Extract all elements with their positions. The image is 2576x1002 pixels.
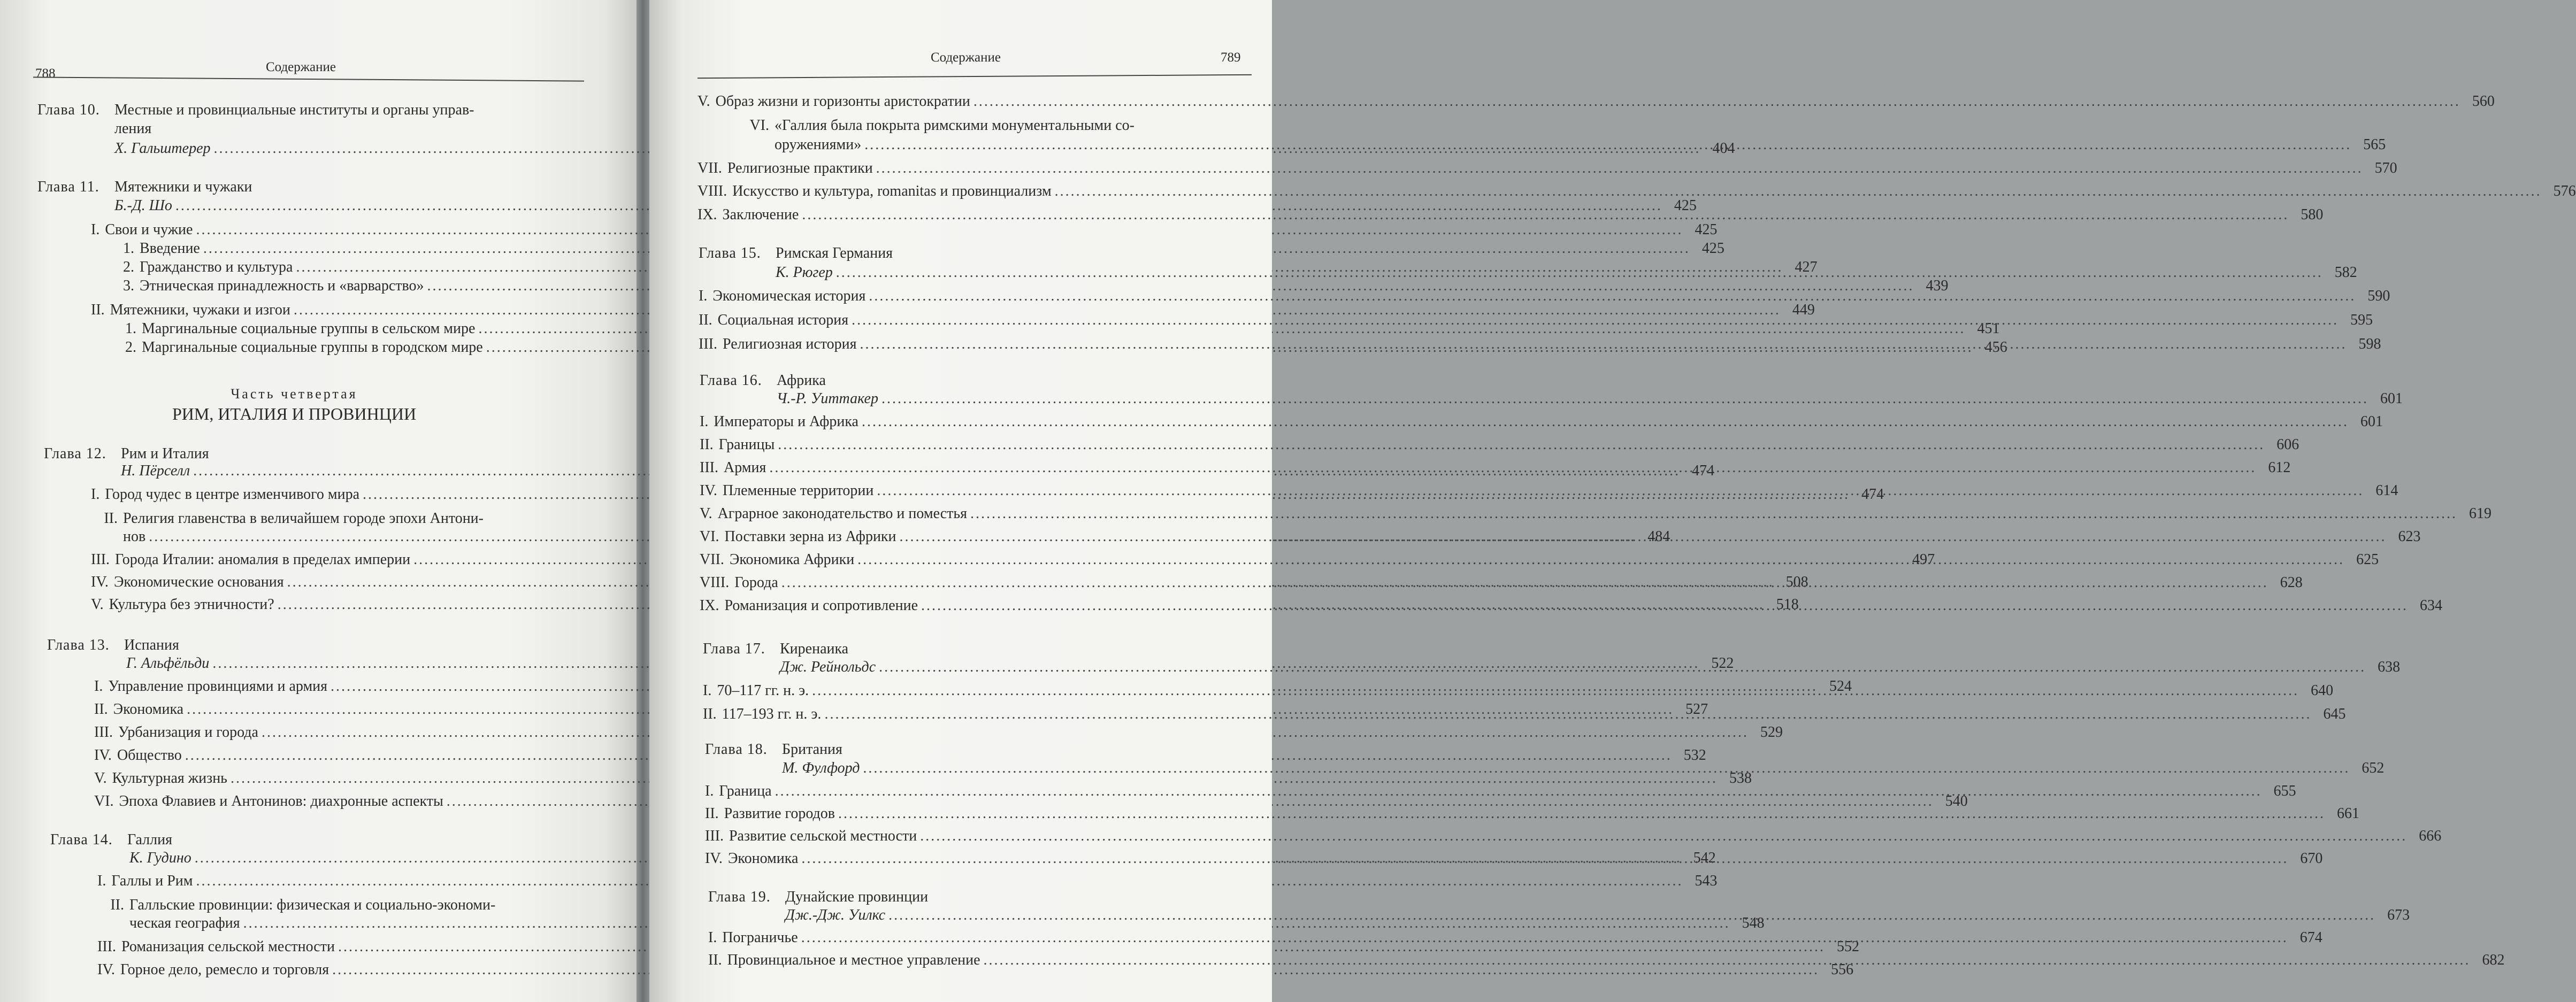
item-number: I. <box>705 783 714 799</box>
chapter-title: Киренаика <box>780 641 849 657</box>
item-number: I. <box>91 221 100 238</box>
page-ref: 540 <box>1945 793 1968 810</box>
item-title: Развитие городов <box>724 805 835 822</box>
page-ref: 518 <box>1776 596 1799 613</box>
item-number: I. <box>703 682 712 699</box>
subitem-number: 1. <box>125 320 136 337</box>
leader-dots <box>970 504 2457 523</box>
item-title: Граница <box>719 783 772 799</box>
toc-item[interactable] <box>697 116 1252 135</box>
item-number: I. <box>91 486 100 503</box>
subitem-title: Гражданство и культура <box>140 259 293 275</box>
subitem-number: 3. <box>123 278 134 294</box>
leader-dots <box>881 389 2368 408</box>
chapter-label: Глава 19. <box>708 889 771 905</box>
item-number: IV. <box>700 482 717 499</box>
item-title: Романизация и сопротивление <box>724 597 918 614</box>
item-number: III. <box>700 459 718 476</box>
leader-dots <box>838 804 2325 823</box>
item-title-line2: оружениями» <box>775 136 862 153</box>
page-ref: 474 <box>1692 463 1715 479</box>
subitem-title: Маргинальные социальные группы в городском мире <box>142 339 483 356</box>
page-ref: 570 <box>2374 160 2397 176</box>
page-ref: 628 <box>2280 574 2303 591</box>
page-ref: 449 <box>1792 302 1815 318</box>
page-ref: 542 <box>1693 850 1716 866</box>
chapter-label: Глава 13. <box>47 637 110 653</box>
page-ref: 524 <box>1829 678 1852 695</box>
item-title: Заключение <box>722 206 799 223</box>
item-title: Эпоха Флавиев и Антонинов: диахронные аспекты <box>119 793 443 810</box>
item-title: Культура без этничности? <box>109 596 274 613</box>
item-number: IV. <box>705 850 723 867</box>
page-ref: 652 <box>2362 760 2385 776</box>
chapter-title: Африка <box>777 372 826 389</box>
leader-dots <box>775 782 2262 800</box>
toc-item[interactable] <box>94 723 1783 742</box>
page-ref: 634 <box>2420 597 2443 614</box>
item-number: VIII. <box>700 574 730 591</box>
page-ref: 601 <box>2380 390 2403 407</box>
leader-dots <box>778 435 2265 454</box>
item-number: IV. <box>94 747 112 764</box>
toc-item[interactable] <box>700 435 2299 454</box>
page-ref: 625 <box>2356 551 2379 568</box>
item-number: III. <box>94 724 113 741</box>
leader-dots <box>984 951 2471 969</box>
toc-item[interactable] <box>708 951 2505 969</box>
item-number: III. <box>705 828 724 844</box>
item-title: Социальная история <box>717 312 849 328</box>
page-ref: 619 <box>2469 505 2491 522</box>
toc-subitem[interactable] <box>123 276 1949 295</box>
item-number: II. <box>94 701 108 718</box>
toc-item[interactable] <box>705 827 2442 845</box>
chapter-title: Мятежники и чужаки <box>114 179 252 195</box>
page-ref: 532 <box>1683 747 1706 764</box>
page-ref: 606 <box>2276 436 2299 453</box>
subitem-number: 1. <box>123 240 134 257</box>
leader-dots <box>781 573 2268 592</box>
author: Б.-Д. Шо <box>114 197 172 214</box>
page-ref: 508 <box>1785 574 1808 590</box>
page-ref: 590 <box>2367 288 2390 304</box>
author: К. Рюгер <box>776 264 833 281</box>
leader-dots <box>900 527 2387 546</box>
toc-author-row[interactable] <box>782 759 2385 777</box>
item-number: IX. <box>697 206 717 223</box>
header-rule <box>697 74 1252 79</box>
chapter-label: Глава 16. <box>700 372 762 389</box>
author: Дж.-Дж. Уилкс <box>785 907 886 923</box>
page-ref: 425 <box>1695 221 1718 238</box>
leader-dots <box>802 205 2289 224</box>
item-number: I. <box>708 929 717 946</box>
page-ref: 674 <box>2299 929 2322 946</box>
item-number: IX. <box>700 597 719 614</box>
author: Н. Пёрселл <box>121 463 190 479</box>
item-number: III. <box>91 551 110 568</box>
toc-item[interactable] <box>97 872 1718 890</box>
item-title: Город чудес в центре изменчивого мира <box>105 486 360 503</box>
item-title: Развитие сельской местности <box>729 828 917 844</box>
toc-item[interactable] <box>699 287 2390 305</box>
item-number: I. <box>97 873 106 889</box>
item-title: «Галлия была покрыта римскими монументальными со- <box>775 117 1134 134</box>
item-title: Города <box>734 574 778 591</box>
item-title: Романизация сельской местности <box>121 938 335 955</box>
item-number: VII. <box>697 160 722 176</box>
page-ref: 529 <box>1760 724 1783 741</box>
author: Г. Альфёльди <box>126 655 210 672</box>
item-number: III. <box>699 336 717 352</box>
item-title: Экономические основания <box>113 574 284 590</box>
leader-dots <box>869 287 2356 305</box>
item-title: Урбанизация и города <box>118 724 258 741</box>
item-title: Племенные территории <box>722 482 874 499</box>
page-ref: 538 <box>1729 770 1752 787</box>
toc-item[interactable] <box>697 159 2397 178</box>
item-number: III. <box>97 938 116 955</box>
leader-dots <box>812 681 2299 700</box>
page-ref: 451 <box>1977 320 2000 337</box>
item-number: II. <box>705 805 719 822</box>
item-title: Религиозная история <box>722 336 857 352</box>
author: К. Гудино <box>129 850 191 866</box>
item-title-line2: ческая география <box>129 915 240 931</box>
item-title: Границы <box>718 436 775 453</box>
page-ref: 404 <box>1712 140 1735 157</box>
item-title: Поставки зерна из Африки <box>724 528 896 545</box>
chapter-title: Римская Германия <box>776 245 893 261</box>
toc-author-row[interactable] <box>777 389 2403 408</box>
item-title: Аграрное законодательство и поместья <box>717 505 967 522</box>
subitem-title: Маргинальные социальные группы в сельском мире <box>142 320 476 337</box>
item-number: II. <box>708 952 722 968</box>
item-title: Экономическая история <box>712 288 866 304</box>
leader-dots <box>836 263 2323 282</box>
page-ref: 456 <box>1984 339 2007 356</box>
page-ref: 673 <box>2387 907 2410 923</box>
part-title: РИМ, ИТАЛИЯ И ПРОВИНЦИИ <box>172 404 417 423</box>
item-number: IV. <box>97 961 115 978</box>
item-title: Свои и чужие <box>105 221 193 238</box>
page-ref: 640 <box>2311 682 2334 699</box>
page-ref: 543 <box>1695 873 1718 889</box>
item-number: I. <box>94 678 103 695</box>
page-ref: 612 <box>2268 459 2291 476</box>
toc-item[interactable] <box>94 792 1968 811</box>
item-title: Культурная жизнь <box>112 770 227 787</box>
page-ref: 484 <box>1647 528 1670 545</box>
toc-item[interactable] <box>697 182 2576 201</box>
author: Ч.-Р. Уиттакер <box>777 390 878 407</box>
author: Х. Гальштерер <box>114 140 211 157</box>
item-title: Горное дело, ремесло и торговля <box>120 961 329 978</box>
item-title: Управление провинциями и армия <box>108 678 328 695</box>
item-number: VI. <box>700 528 719 545</box>
item-title: Экономика <box>727 850 799 867</box>
item-title: 70–117 гг. н. э. <box>717 682 809 699</box>
item-title: Экономика Африки <box>729 551 855 568</box>
subitem-title: Этническая принадлежность и «варварство» <box>140 278 424 294</box>
item-title: Галлы и Рим <box>111 873 193 889</box>
page-ref: 582 <box>2334 264 2357 281</box>
item-title: Армия <box>723 459 766 476</box>
chapter-label: Глава 17. <box>703 641 765 657</box>
leader-dots <box>769 458 2256 477</box>
item-title: Города Италии: аномалия в пределах империи <box>114 551 411 568</box>
item-title-line2: нов <box>123 528 146 545</box>
item-number: VII. <box>700 551 724 568</box>
toc-item[interactable] <box>91 300 1815 319</box>
item-number: V. <box>94 770 107 787</box>
leader-dots <box>824 705 2311 723</box>
part-label: Часть четвертая <box>231 386 358 402</box>
page-ref: 439 <box>1926 278 1949 294</box>
item-number: IV. <box>91 574 109 590</box>
page-number: 788 <box>35 66 56 81</box>
chapter-label: Глава 10. <box>37 102 100 118</box>
chapter-title: Британия <box>782 741 842 758</box>
page-ref: 576 <box>2553 183 2576 199</box>
page-ref: 661 <box>2337 805 2360 822</box>
subitem-number: 2. <box>125 339 136 356</box>
item-title: Религия главенства в величайшем городе эпохи Антони- <box>123 510 484 527</box>
item-title: 117–193 гг. н. э. <box>722 706 822 722</box>
page-ref: 595 <box>2350 312 2373 328</box>
page-ref: 565 <box>2363 136 2386 153</box>
item-title: Пограничье <box>722 929 798 946</box>
leader-dots <box>888 906 2375 924</box>
leader-dots <box>852 311 2339 329</box>
page-ref: 427 <box>1795 259 1818 275</box>
leader-dots <box>921 596 2408 615</box>
toc-item[interactable] <box>700 504 2491 523</box>
item-number: VI. <box>94 793 114 810</box>
item-number: II. <box>104 510 118 527</box>
page-ref: 682 <box>2482 952 2505 968</box>
page-ref: 580 <box>2301 206 2324 223</box>
leader-dots <box>920 827 2407 845</box>
page-ref: 601 <box>2360 413 2383 430</box>
item-number: II. <box>91 302 105 318</box>
leader-dots <box>801 928 2288 947</box>
author: М. Фулфорд <box>782 760 860 776</box>
subitem-number: 2. <box>123 259 134 275</box>
leader-dots <box>876 159 2363 178</box>
item-title: Искусство и культура, romanitas и провинциализм <box>732 183 1052 199</box>
page-ref: 497 <box>1912 551 1935 568</box>
item-title: Экономика <box>113 701 184 718</box>
item-title: Мятежники, чужаки и изгои <box>110 302 290 318</box>
leader-dots <box>1055 182 2542 201</box>
page-ref: 474 <box>1861 486 1884 503</box>
page-number: 789 <box>1221 50 1241 65</box>
running-head: Содержание <box>266 60 336 74</box>
chapter-label: Глава 18. <box>705 741 768 758</box>
chapter-title: Рим и Италия <box>121 445 209 462</box>
item-title: Императоры и Африка <box>714 413 858 430</box>
leader-dots <box>860 335 2347 353</box>
running-head: Содержание <box>931 50 1001 65</box>
page-ref: 645 <box>2323 706 2346 722</box>
item-number: II. <box>699 312 712 328</box>
page-ref: 666 <box>2419 828 2442 844</box>
item-title: Провинциальное и местное управление <box>727 952 980 968</box>
leader-dots <box>864 135 2351 154</box>
chapter-label: Глава 14. <box>50 831 113 848</box>
page-ref: 614 <box>2375 482 2398 499</box>
toc-item[interactable] <box>697 92 2495 111</box>
leader-dots <box>857 550 2344 569</box>
chapter-title: Дунайские провинции <box>785 889 929 905</box>
author: Дж. Рейнольдс <box>780 659 876 675</box>
toc-item[interactable] <box>94 769 1752 788</box>
item-number: II. <box>700 436 714 453</box>
item-title: Религиозные практики <box>727 160 873 176</box>
item-number: II. <box>703 706 717 722</box>
subitem-title: Введение <box>140 240 200 257</box>
page-ref: 527 <box>1685 701 1708 718</box>
page-ref: 623 <box>2398 528 2421 545</box>
page-ref: 552 <box>1836 938 1859 955</box>
page-ref: 598 <box>2358 336 2381 352</box>
chapter-title-line2: ления <box>114 120 152 137</box>
item-number: V. <box>700 505 712 522</box>
chapter-title: Галлия <box>127 831 172 848</box>
item-title: Галльские провинции: физическая и социально-экономи- <box>129 897 496 913</box>
item-number: VIII. <box>697 183 727 199</box>
item-number: V. <box>91 596 104 613</box>
item-number: VI. <box>749 117 769 134</box>
page-ref: 548 <box>1742 915 1765 931</box>
page-ref: 560 <box>2472 93 2495 110</box>
page-ref: 425 <box>1674 197 1697 214</box>
page-ref: 655 <box>2273 783 2296 799</box>
toc-item[interactable] <box>91 220 1718 239</box>
leader-dots <box>863 759 2350 777</box>
chapter-title: Испания <box>124 637 179 653</box>
item-number: I. <box>699 288 708 304</box>
toc-item[interactable] <box>705 782 2296 800</box>
item-title: Общество <box>117 747 182 764</box>
item-number: II. <box>110 897 124 913</box>
page-ref: 425 <box>1701 240 1724 257</box>
header-rule <box>33 76 584 81</box>
toc-item[interactable] <box>97 896 640 914</box>
leader-dots <box>801 849 2288 868</box>
toc-item[interactable] <box>705 804 2360 823</box>
leader-dots <box>879 658 2366 676</box>
toc-item[interactable] <box>91 509 631 528</box>
chapter-label: Глава 11. <box>37 179 99 195</box>
item-title: Образ жизни и горизонты аристократии <box>715 93 970 110</box>
page-ref: 670 <box>2300 850 2323 867</box>
leader-dots <box>877 481 2364 500</box>
chapter-title-line1: Местные и провинциальные институты и органы управ- <box>114 102 474 118</box>
item-number: V. <box>697 93 710 110</box>
leader-dots <box>973 92 2460 111</box>
toc-item[interactable] <box>700 412 2383 431</box>
item-number: I. <box>700 413 709 430</box>
page-ref: 638 <box>2378 659 2401 675</box>
page-ref: 556 <box>1831 961 1854 978</box>
chapter-label: Глава 12. <box>44 445 106 462</box>
page-ref: 522 <box>1711 655 1734 672</box>
leader-dots <box>862 412 2349 431</box>
chapter-label: Глава 15. <box>699 245 761 261</box>
